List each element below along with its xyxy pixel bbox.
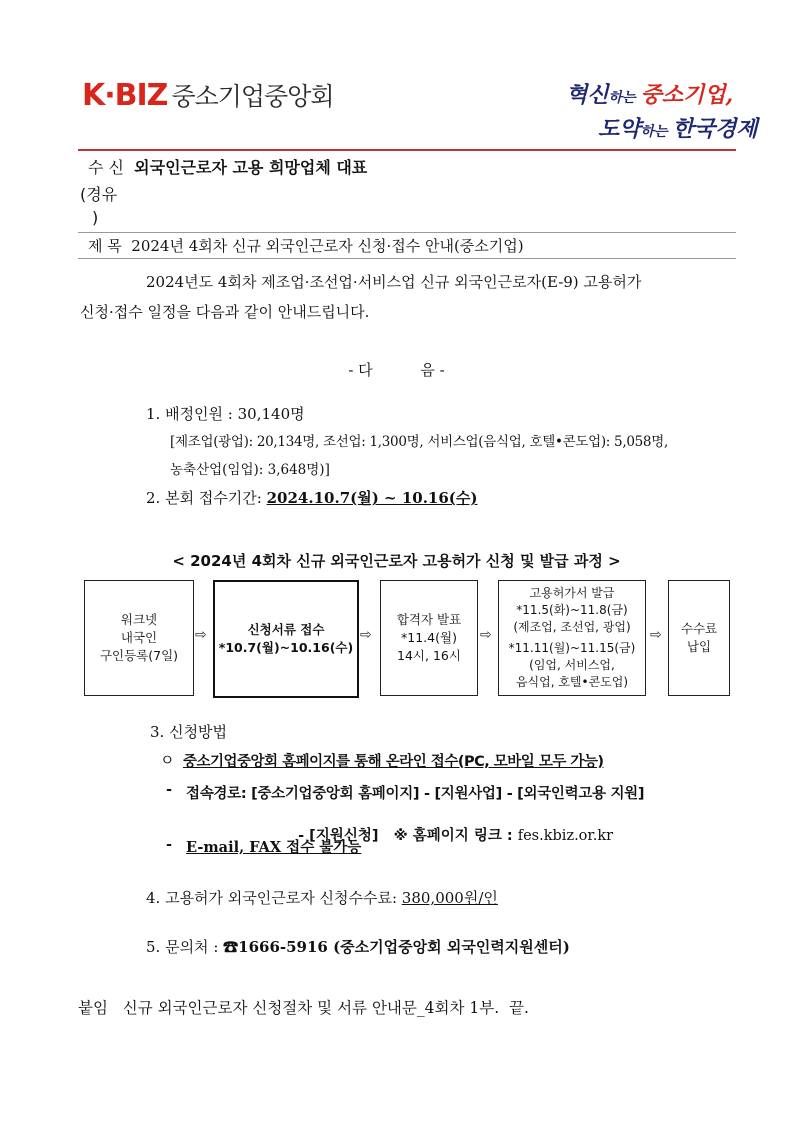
arrow-icon: ⇨	[360, 627, 372, 643]
route-dash: -	[166, 782, 173, 798]
route-line2: - [지원신청] ※ 홈페이지 링크 : fes.kbiz.or.kr	[298, 828, 614, 844]
contact-info: ☎1666-5916 (중소기업중앙회 외국인력지원센터)	[223, 938, 570, 956]
no-email-fax: E-mail, FAX 접수 불가능	[186, 839, 362, 856]
arrow-icon: ⇨	[480, 627, 492, 643]
intro-line1: 2024년도 4회차 제조업·조선업·서비스업 신규 외국인근로자(E-9) 고용허가	[146, 273, 642, 291]
slogan-line2: 도약하는 한국경제	[598, 116, 758, 142]
item3-label: 3. 신청방법	[150, 723, 228, 741]
subject-row: 제 목 2024년 4회차 신규 외국인근로자 신청·접수 안내(중소기업)	[88, 237, 524, 255]
subject-rule-bottom	[78, 258, 736, 259]
no-email-dash: -	[166, 836, 173, 853]
attachment-line: 붙임 신규 외국인근로자 신청절차 및 서류 안내문_4회차 1부. 끝.	[78, 999, 529, 1017]
arrow-icon: ⇨	[650, 627, 662, 643]
item4-row: 4. 고용허가 외국인근로자 신청수수료: 380,000원/인	[146, 889, 498, 907]
arrow-icon: ⇨	[195, 627, 207, 643]
logo-mark: K·BIZ	[82, 77, 168, 113]
step-announcement: 합격자 발표 *11.4(월) 14시, 16시	[380, 580, 478, 696]
da-eum-heading: - 다 음 -	[348, 361, 445, 379]
step-permit-issuance: 고용허가서 발급 *11.5(화)~11.8(금) (제조업, 조선업, 광업) *11.11(월)~11.15(금) (임업, 서비스업, 음식업, 호텔•콘도업)	[498, 580, 646, 696]
recipient-row: 수 신 외국인근로자 고용 희망업체 대표	[88, 158, 368, 177]
intro-line2: 신청·접수 일정을 다음과 같이 안내드립니다.	[80, 303, 370, 321]
step-worknet: 워크넷 내국인 구인등록(7일)	[84, 580, 194, 696]
online-application: 중소기업중앙회 홈페이지를 통해 온라인 접수(PC, 모바일 모두 가능)	[183, 754, 604, 770]
item2-row: 2. 본회 접수기간: 2024.10.7(월) ~ 10.16(수)	[146, 489, 478, 507]
step-document-submission: 신청서류 접수 *10.7(월)~10.16(수)	[213, 580, 359, 698]
item1-row: 1. 배정인원 : 30,140명	[146, 405, 305, 423]
subject-rule-top	[78, 232, 736, 233]
logo-name: 중소기업중앙회	[171, 82, 334, 111]
kbiz-logo	[82, 78, 334, 112]
subject: 2024년 4회차 신규 외국인근로자 신청·접수 안내(중소기업)	[131, 237, 524, 255]
item1-detail2: 농축산업(임업): 3,648명)]	[170, 462, 330, 478]
bullet-icon: ㅇ	[160, 751, 175, 769]
route-line1: 접속경로: [중소기업중앙회 홈페이지] - [지원사업] - [외국인력고용 지원]	[186, 786, 645, 802]
homepage-link[interactable]: fes.kbiz.or.kr	[517, 828, 614, 844]
via-close: )	[92, 208, 99, 227]
application-period: 2024.10.7(월) ~ 10.16(수)	[266, 489, 478, 507]
slogan-line1: 혁신하는 중소기업,	[566, 82, 734, 108]
process-title: < 2024년 4회차 신규 외국인근로자 고용허가 신청 및 발급 과정 >	[172, 552, 621, 570]
via-label: (경유	[80, 185, 118, 204]
header-divider	[78, 149, 736, 151]
recipient: 외국인근로자 고용 희망업체 대표	[134, 158, 368, 177]
item1-detail1: [제조업(광업): 20,134명, 조선업: 1,300명, 서비스업(음식업, 호텔•콘도업): 5,058명,	[170, 434, 668, 450]
item5-row: 5. 문의처 : ☎1666-5916 (중소기업중앙회 외국인력지원센터)	[146, 938, 570, 956]
application-fee: 380,000원/인	[401, 889, 498, 907]
step-fee-payment: 수수료 납입	[668, 580, 730, 696]
